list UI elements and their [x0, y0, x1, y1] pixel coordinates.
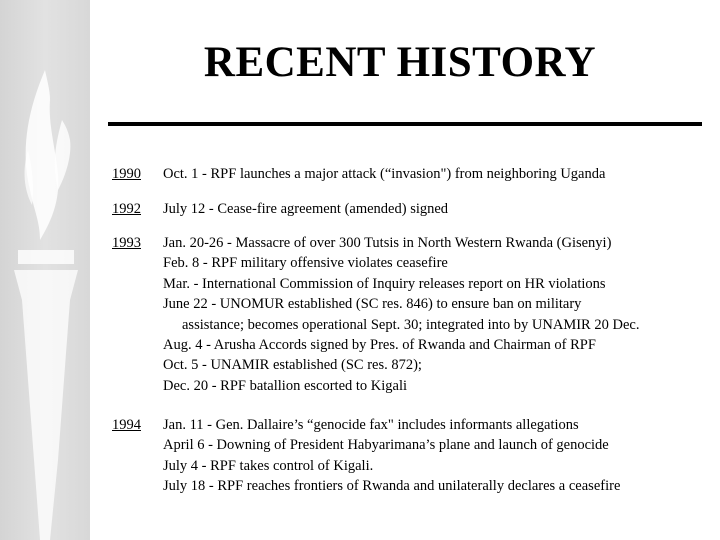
entry-line: Oct. 1 - RPF launches a major attack (“invasion") from neighboring Uganda — [163, 166, 606, 182]
entry-line: Jan. 20-26 - Massacre of over 300 Tutsis in North Western Rwanda (Gisenyi) — [163, 235, 612, 251]
year-1990: 1990 — [112, 166, 141, 182]
entry-1992 — [163, 199, 448, 219]
entry-line: July 12 - Cease-fire agreement (amended) signed — [163, 201, 449, 217]
year-1994: 1994 — [112, 417, 141, 433]
entry-line: Feb. 8 - RPF military offensive violates ceasefire — [163, 255, 448, 272]
entry-line: Oct. 5 - UNAMIR established (SC res. 872); — [163, 357, 422, 374]
decorative-sidebar — [0, 0, 90, 540]
torch-flame-icon — [0, 0, 90, 540]
year-1992: 1992 — [112, 201, 141, 217]
title-divider — [108, 122, 702, 126]
entry-line: Aug. 4 - Arusha Accords signed by Pres. of Rwanda and Chairman of RPF — [163, 336, 596, 353]
entry-line: July 4 - RPF takes control of Kigali. — [163, 457, 374, 474]
page-title: RECENT HISTORY — [203, 39, 597, 86]
entry-line: April 6 - Downing of President Habyarimana’s plane and launch of genocide — [163, 437, 609, 454]
entry-line: Mar. - International Commission of Inquiry releases report on HR violations — [163, 275, 606, 292]
entry-1990 — [163, 164, 605, 184]
entry-line: July 18 - RPF reaches frontiers of Rwanda and unilaterally declares a ceasefire — [163, 478, 621, 495]
year-1993: 1993 — [112, 235, 141, 251]
entry-line: assistance; becomes operational Sept. 30; integrated into by UNAMIR 20 Dec. — [182, 316, 640, 333]
entry-line: June 22 - UNOMUR established (SC res. 846) to ensure ban on military — [163, 296, 582, 313]
entry-line: Jan. 11 - Gen. Dallaire’s “genocide fax" includes informants allegations — [163, 417, 579, 433]
entry-line: Dec. 20 - RPF batallion escorted to Kigali — [163, 377, 408, 394]
entry-1994 — [163, 415, 620, 497]
entry-1993 — [163, 233, 639, 396]
